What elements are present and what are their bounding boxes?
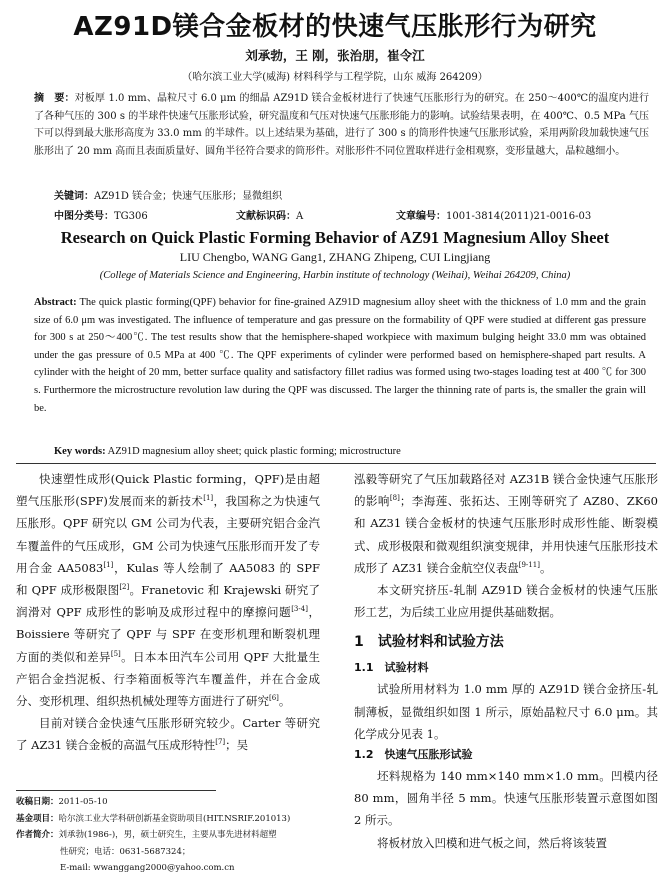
keywords-en-text: AZ91D magnesium alloy sheet; quick plastic forming; microstructure bbox=[107, 446, 401, 457]
intro-paragraph-1 bbox=[16, 468, 320, 712]
subsection-1-1-text: 试验所用材料为 1.0 mm 厚的 AZ91D 镁合金挤压-轧制薄板，显微组织如图 1 所示，原始晶粒尺寸 6.0 μm。其化学成分见表 1。 bbox=[354, 682, 658, 741]
authors-en: LIU Chengbo, WANG Gang1, ZHANG Zhipeng, CUI Lingjiang bbox=[179, 250, 491, 264]
citation-9: [9-11] bbox=[518, 560, 540, 569]
text-run: 。Franetovic 和 Krajewski 研究了润滑对 QPF 成形性的影响及成形过程中的摩擦问题 bbox=[16, 583, 320, 620]
clc-number bbox=[54, 207, 148, 222]
article-value: 1001-3814(2011)21-0016-03 bbox=[446, 211, 592, 222]
citation-7: [7] bbox=[215, 738, 226, 747]
citation-6: [6] bbox=[269, 694, 279, 703]
title-cn: AZ91D镁合金板材的快速气压胀形行为研究 bbox=[73, 12, 597, 42]
footnote-divider bbox=[16, 790, 216, 791]
fund-project bbox=[16, 811, 331, 828]
subsection-1-2-text: 坯料规格为 140 mm×140 mm×1.0 mm。凹模内径 80 mm，圆角半径 5 mm。快速气压胀形装置示意图如图 2 所示。 bbox=[354, 769, 658, 828]
citation-1: [1] bbox=[203, 494, 214, 503]
author-bio bbox=[16, 827, 331, 844]
intro-paragraph-3: 本文研究挤压-轧制 AZ91D 镁合金板材的快速气压胀形工艺，为后续工业应用提供基础数据。 bbox=[354, 583, 658, 620]
doc-value: A bbox=[296, 211, 304, 222]
text-run: 目前对镁合金快速气压胀形研究较少。Carter 等研究了 AZ31 镁合金板的高温气压成形特性 bbox=[16, 716, 320, 753]
text-run: 。 bbox=[278, 694, 291, 709]
article-label: 文章编号： bbox=[396, 211, 446, 222]
body-column-right bbox=[354, 468, 658, 854]
clc-value: TG306 bbox=[114, 211, 148, 222]
text-run: 。日本本田汽车公司用 QPF 大批量生产铝合金挡泥板、行李箱面板等汽车覆盖件，并在合金成分、变形机理、组织热机械处理等方面进行了研究 bbox=[16, 649, 320, 709]
text-run: ，Kulas 等人绘制了 AA5083 的 SPF 和 QPF 成形极限图 bbox=[16, 560, 320, 598]
citation-8: [8] bbox=[389, 494, 400, 503]
text-run: ，Boissiere 等研究了 QPF 与 SPF 在变形机理和断裂机理方面的类似和差异 bbox=[16, 605, 320, 664]
fund-label: 基金项目： bbox=[16, 813, 59, 824]
keywords-cn-label: 关键词： bbox=[54, 191, 94, 202]
abstract-en-text: The quick plastic forming(QPF) behavior for fine-grained AZ91D magnesium alloy sheet with the thickness of 1.0 mm and the grain size of 6.0 μm was investigated. The influence of temperature and gas pressure on the formability of QPF were studied at different gas pressure for 300 s at 250～400℃. The test results show that the hemisphere-shaped workpiece with maximum bulging height 33.0 mm was obtained under the gas pressure of 0.5 MPa at 400 ℃. The QPF experiments of cylinder were performed based on hemisphere-shaped part results. A cylinder with the height of 20 mm, better surface quality and satisfactory fillet radius was formed using two-stages loading test at 400 ℃ for 300 s. Furthermore the microstructure revolution law during the QPF was discussed. The larger the thinning rate of parts is, the smaller the grain will be. bbox=[34, 297, 647, 414]
text-run: ；吴 bbox=[225, 738, 249, 753]
document-code bbox=[236, 207, 303, 222]
subsection-1-1-heading: 1.1 试验材料 bbox=[354, 661, 429, 675]
subsection-1-2-text-2: 将板材放入凹模和进气板之间，然后将该装置 bbox=[377, 835, 607, 850]
received-date bbox=[16, 794, 331, 811]
doc-label: 文献标识码： bbox=[236, 211, 296, 222]
authors-cn: 刘承勃，王 刚，张治朋，崔令江 bbox=[245, 48, 425, 63]
abstract-cn bbox=[34, 90, 649, 160]
affiliation-en: (College of Materials Science and Engineering, Harbin institute of technology (Weihai), Weihai 264209, China) bbox=[99, 270, 571, 281]
citation-2: [1] bbox=[103, 560, 114, 569]
citation-3: [2] bbox=[119, 583, 130, 592]
intro-paragraph-2 bbox=[16, 712, 320, 756]
text-run: 泓毅等研究了气压加载路径对 AZ31B 镁合金快速气压胀形的影响 bbox=[354, 472, 658, 509]
article-number bbox=[396, 207, 591, 222]
section-1-heading: 1 试验材料和试验方法 bbox=[354, 634, 504, 651]
text-run: 。 bbox=[539, 560, 552, 575]
abstract-en-label: Abstract: bbox=[34, 297, 77, 308]
intro-paragraph-2-cont bbox=[354, 468, 658, 579]
citation-5: [5] bbox=[110, 649, 121, 658]
body-column-left bbox=[16, 468, 320, 757]
keywords-cn bbox=[54, 187, 644, 202]
author-bio-value: 刘承勃(1986-)，男，硕士研究生，主要从事先进材料超塑 bbox=[58, 830, 277, 840]
fund-value: 哈尔滨工业大学科研创新基金资助项目(HIT.NSRIF.201013) bbox=[58, 813, 291, 824]
section-divider bbox=[16, 463, 656, 464]
keywords-en bbox=[54, 446, 644, 457]
keywords-cn-text: AZ91D 镁合金；快速气压胀形；显微组织 bbox=[94, 191, 283, 202]
text-run: ，我国称之为快速气压胀形。QPF 研究以 GM 公司为代表，主要研究铝合金汽车覆盖件的气压成形，GM 公司为快速气压胀形而开发了专用合金 AA5083 bbox=[16, 494, 320, 575]
citation-4: [3-4] bbox=[291, 605, 308, 614]
author-email[interactable]: E-mail: wwanggang2000@yahoo.com.cn bbox=[60, 863, 235, 873]
text-run: 快速塑性成形(Quick Plastic forming，QPF)是由超塑气压胀形(SPF)发展而来的新技术 bbox=[16, 472, 320, 509]
abstract-en bbox=[34, 294, 646, 417]
received-label: 收稿日期： bbox=[16, 797, 59, 807]
title-en: Research on Quick Plastic Forming Behavior of AZ91 Magnesium Alloy Sheet bbox=[60, 228, 610, 247]
received-value: 2011-05-10 bbox=[58, 797, 108, 807]
author-bio-label: 作者简介： bbox=[16, 830, 59, 840]
keywords-en-label: Key words: bbox=[54, 446, 106, 457]
abstract-cn-text: 对板厚 1.0 mm、晶粒尺寸 6.0 μm 的细晶 AZ91D 镁合金板材进行了快速气压胀形行为的研究。在 250～400℃的温度内进行了各种气压的 300 s 的半球件快速气压胀形试验，研究温度和气压对快速气压胀形能力的影响。试验结果表明，在 400℃、0.5 MPa 气压下可以得到最大胀形高度为 33.0 mm 的半球件。以上述结果为基础，进行了 300 s 的筒形件快速气压胀形试验，采用两阶段加载快速气压胀形出了 20 mm 高而且表面质量好、圆角半径符合要求的筒形件。对胀形件不同位置取样进行金相观察，变形量越大，晶粒越细小。 bbox=[34, 93, 649, 157]
text-run: ；李海莲、张拓达、王刚等研究了 AZ80、ZK60 和 AZ31 镁合金板材的快速气压胀形时成形性能、断裂模式、成形极限和微观组织演变规律，并用快速气压胀形技术成形了 AZ31 镁合金航空仪表盘 bbox=[354, 494, 658, 575]
footnote bbox=[16, 794, 331, 877]
clc-label: 中图分类号： bbox=[54, 211, 114, 222]
abstract-cn-label: 摘 要： bbox=[34, 93, 75, 104]
subsection-1-2-heading: 1.2 快速气压胀形试验 bbox=[354, 748, 473, 762]
author-bio-cont: 性研究；电话：0631-5687324； bbox=[60, 846, 191, 857]
affiliation-cn: （哈尔滨工业大学(威海) 材料科学与工程学院，山东 威海 264209） bbox=[182, 72, 488, 83]
